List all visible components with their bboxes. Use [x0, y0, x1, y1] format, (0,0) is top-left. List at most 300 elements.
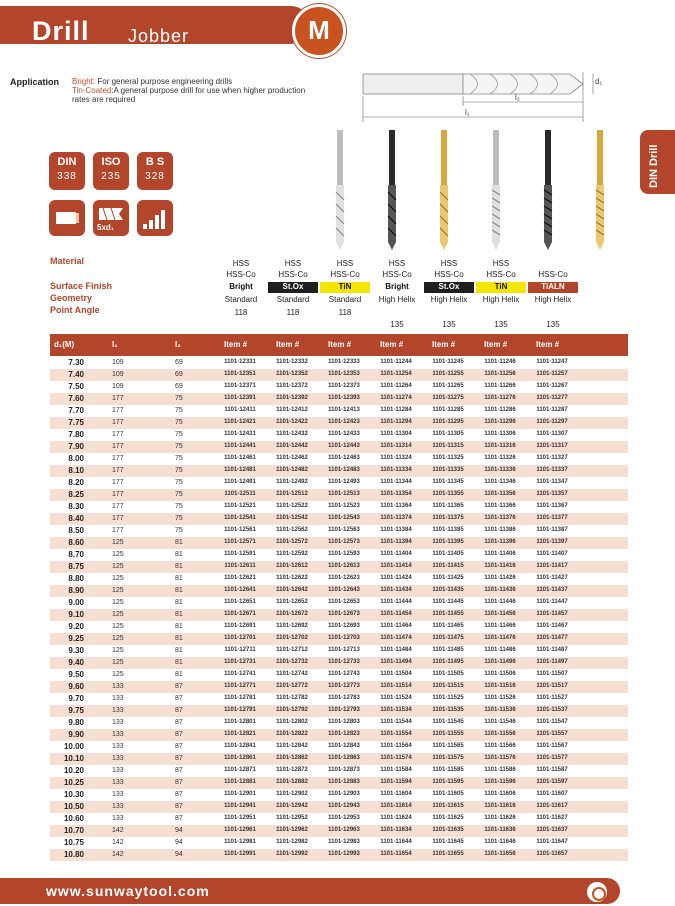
- l1-cell: 125: [112, 671, 124, 678]
- item-number-cell: 1101-11297: [536, 419, 568, 425]
- item-number-cell: 1101-11567: [536, 743, 568, 749]
- header-d1: d₁(M): [54, 340, 75, 349]
- l2-cell: 81: [175, 539, 183, 546]
- l1-cell: 177: [112, 443, 124, 450]
- item-number-cell: 1101-12843: [328, 743, 360, 749]
- item-number-cell: 1101-11424: [380, 575, 412, 581]
- item-number-cell: 1101-12842: [276, 743, 308, 749]
- side-tab[interactable]: [640, 130, 675, 194]
- item-number-cell: 1101-11655: [432, 851, 464, 857]
- l1-cell: 133: [112, 815, 124, 822]
- table-row: [50, 453, 628, 465]
- item-number-cell: 1101-11654: [380, 851, 412, 857]
- item-number-cell: 1101-12872: [276, 767, 308, 773]
- header-item: Item #: [536, 340, 560, 349]
- item-number-cell: 1101-12961: [224, 827, 256, 833]
- item-number-cell: 1101-12782: [276, 695, 308, 701]
- item-number-cell: 1101-12511: [224, 491, 256, 497]
- item-number-cell: 1101-11367: [536, 503, 568, 509]
- item-number-cell: 1101-11616: [484, 803, 516, 809]
- item-number-cell: 1101-12673: [328, 611, 360, 617]
- item-number-cell: 1101-12521: [224, 503, 256, 509]
- item-number-cell: 1101-11496: [484, 659, 516, 665]
- item-number-cell: 1101-11605: [432, 791, 464, 797]
- point-angle-value: 118: [234, 308, 248, 317]
- diameter-cell: 10.70: [63, 826, 84, 835]
- surface-finish-value: St.Ox: [424, 282, 474, 293]
- item-number-cell: 1101-11615: [432, 803, 464, 809]
- page-title: Drill: [32, 16, 90, 46]
- item-number-cell: 1101-11497: [536, 659, 568, 665]
- item-number-cell: 1101-12963: [328, 827, 360, 833]
- item-number-cell: 1101-11644: [380, 839, 412, 845]
- table-row: [50, 525, 628, 537]
- item-number-cell: 1101-11575: [432, 755, 464, 761]
- item-number-cell: 1101-12992: [276, 851, 308, 857]
- diameter-cell: 8.60: [68, 538, 84, 547]
- item-number-cell: 1101-12861: [224, 755, 256, 761]
- drill-dimension-diagram-icon: [345, 62, 615, 132]
- item-number-cell: 1101-12863: [328, 755, 360, 761]
- item-number-cell: 1101-11375: [432, 515, 464, 521]
- item-number-cell: 1101-11594: [380, 779, 412, 785]
- item-number-cell: 1101-11544: [380, 719, 412, 725]
- item-number-cell: 1101-11485: [432, 647, 464, 653]
- item-number-cell: 1101-12712: [276, 647, 308, 653]
- material-value: HSS-Co: [330, 270, 360, 279]
- item-number-cell: 1101-12692: [276, 623, 308, 629]
- diameter-cell: 10.00: [63, 742, 84, 751]
- item-number-cell: 1101-12743: [328, 671, 360, 677]
- item-number-cell: 1101-11364: [380, 503, 412, 509]
- drill-image-1-icon: [334, 130, 346, 250]
- item-number-cell: 1101-11506: [484, 671, 516, 677]
- item-number-cell: 1101-12733: [328, 659, 360, 665]
- item-number-cell: 1101-11355: [432, 491, 464, 497]
- drill-shank: [545, 130, 551, 185]
- diameter-cell: 9.20: [68, 622, 84, 631]
- item-number-cell: 1101-11446: [484, 599, 516, 605]
- item-number-cell: 1101-12423: [328, 419, 360, 425]
- item-number-cell: 1101-12623: [328, 575, 360, 581]
- l2-cell: 75: [175, 527, 183, 534]
- diameter-cell: 7.70: [68, 406, 84, 415]
- drill-depth-label: 5xd₁: [97, 223, 115, 232]
- diameter-cell: 9.25: [68, 634, 84, 643]
- item-number-cell: 1101-12651: [224, 599, 256, 605]
- l2-cell: 81: [175, 551, 183, 558]
- item-number-cell: 1101-11404: [380, 551, 412, 557]
- l2-cell: 75: [175, 407, 183, 414]
- item-number-cell: 1101-11545: [432, 719, 464, 725]
- table-row: [50, 765, 628, 777]
- item-number-cell: 1101-12561: [224, 527, 256, 533]
- item-number-cell: 1101-11574: [380, 755, 412, 761]
- point-angle-value: 135: [390, 320, 404, 329]
- side-tab-label: DIN Drill: [648, 144, 660, 188]
- item-number-cell: 1101-12391: [224, 395, 256, 401]
- surface-finish-value: St.Ox: [268, 282, 318, 293]
- standard-name: B S: [145, 156, 165, 168]
- application-text: [72, 77, 312, 104]
- diameter-cell: 10.25: [63, 778, 84, 787]
- table-row: [50, 753, 628, 765]
- item-number-cell: 1101-11274: [380, 395, 412, 401]
- item-number-cell: 1101-11254: [380, 371, 412, 377]
- diameter-cell: 8.30: [68, 502, 84, 511]
- header-item: Item #: [432, 340, 456, 349]
- item-number-cell: 1101-12942: [276, 803, 308, 809]
- l2-cell: 75: [175, 455, 183, 462]
- item-number-cell: 1101-12643: [328, 587, 360, 593]
- item-number-cell: 1101-11394: [380, 539, 412, 545]
- item-number-cell: 1101-12881: [224, 779, 256, 785]
- item-number-cell: 1101-12371: [224, 383, 256, 389]
- header-item: Item #: [276, 340, 300, 349]
- item-number-cell: 1101-11555: [432, 731, 464, 737]
- l1-cell: 133: [112, 791, 124, 798]
- geometry-label: Geometry: [50, 293, 93, 303]
- diameter-cell: 10.60: [63, 814, 84, 823]
- diameter-cell: 7.60: [68, 394, 84, 403]
- application-bright-key: Bright: [72, 77, 93, 86]
- l2-cell: 94: [175, 839, 183, 846]
- l2-cell: 81: [175, 623, 183, 630]
- l2-cell: 81: [175, 563, 183, 570]
- table-row: [50, 645, 628, 657]
- material-label: Material: [50, 256, 85, 266]
- item-number-cell: 1101-11587: [536, 767, 568, 773]
- drill-shank: [389, 130, 395, 185]
- item-number-cell: 1101-12483: [328, 467, 360, 473]
- item-number-cell: 1101-11597: [536, 779, 568, 785]
- l2-cell: 75: [175, 479, 183, 486]
- l1-cell: 125: [112, 539, 124, 546]
- item-number-cell: 1101-12941: [224, 803, 256, 809]
- footer-bar: [0, 878, 620, 904]
- performance-level-icon: [137, 200, 173, 236]
- item-number-cell: 1101-12771: [224, 683, 256, 689]
- item-number-cell: 1101-11444: [380, 599, 412, 605]
- item-number-cell: 1101-12372: [276, 383, 308, 389]
- table-row: [50, 501, 628, 513]
- table-row: [50, 597, 628, 609]
- item-number-cell: 1101-12482: [276, 467, 308, 473]
- category-badge: [292, 4, 346, 58]
- item-number-cell: 1101-11547: [536, 719, 568, 725]
- diameter-cell: 10.75: [63, 838, 84, 847]
- page-subtitle: Jobber: [128, 26, 190, 46]
- item-number-cell: 1101-11495: [432, 659, 464, 665]
- l2-cell: 75: [175, 467, 183, 474]
- table-row: [50, 777, 628, 789]
- item-number-cell: 1101-12592: [276, 551, 308, 557]
- application-bright-text: : For general purpose engineering drills: [92, 77, 233, 86]
- item-number-cell: 1101-12981: [224, 839, 256, 845]
- table-row: [50, 429, 628, 441]
- header-l2: l₂: [175, 340, 181, 349]
- point-angle-value: 135: [442, 320, 456, 329]
- table-row: [50, 357, 628, 369]
- item-number-cell: 1101-12562: [276, 527, 308, 533]
- item-number-cell: 1101-11427: [536, 575, 568, 581]
- item-number-cell: 1101-11387: [536, 527, 568, 533]
- item-number-cell: 1101-12542: [276, 515, 308, 521]
- item-number-cell: 1101-11445: [432, 599, 464, 605]
- item-number-cell: 1101-11377: [536, 515, 568, 521]
- diameter-cell: 8.50: [68, 526, 84, 535]
- item-number-cell: 1101-12873: [328, 767, 360, 773]
- diameter-cell: 9.10: [68, 610, 84, 619]
- item-number-cell: 1101-12353: [328, 371, 360, 377]
- item-number-cell: 1101-11476: [484, 635, 516, 641]
- l2-cell: 81: [175, 599, 183, 606]
- item-number-cell: 1101-11334: [380, 467, 412, 473]
- l2-cell: 81: [175, 671, 183, 678]
- item-number-cell: 1101-12823: [328, 731, 360, 737]
- material-value: HSS-Co: [226, 270, 256, 279]
- table-row: [50, 681, 628, 693]
- standard-name: ISO: [101, 156, 121, 168]
- l1-cell: 133: [112, 707, 124, 714]
- item-number-cell: 1101-11276: [484, 395, 516, 401]
- item-number-cell: 1101-12422: [276, 419, 308, 425]
- l2-cell: 75: [175, 419, 183, 426]
- l1-cell: 125: [112, 587, 124, 594]
- page-header: [0, 0, 675, 48]
- l2-cell: 87: [175, 755, 183, 762]
- l1-cell: 177: [112, 419, 124, 426]
- table-row: [50, 657, 628, 669]
- l1-cell: 125: [112, 623, 124, 630]
- item-number-cell: 1101-11335: [432, 467, 464, 473]
- item-number-cell: 1101-12702: [276, 635, 308, 641]
- table-row: [50, 585, 628, 597]
- application-tin-text: :A general purpose drill for use when higher production rates are required: [72, 86, 306, 104]
- item-number-cell: 1101-11245: [432, 359, 464, 365]
- drill-depth-icon: [93, 200, 129, 236]
- table-row: [50, 813, 628, 825]
- footer-url[interactable]: www.sunwaytool.com: [46, 883, 210, 899]
- drill-shank: [597, 130, 603, 185]
- diameter-cell: 10.10: [63, 754, 84, 763]
- material-value: HSS: [336, 259, 354, 268]
- diameter-cell: 8.25: [68, 490, 84, 499]
- diameter-cell: 8.70: [68, 550, 84, 559]
- table-row: [50, 669, 628, 681]
- material-value: HSS-Co: [486, 270, 516, 279]
- item-number-cell: 1101-12513: [328, 491, 360, 497]
- item-number-cell: 1101-11537: [536, 707, 568, 713]
- item-number-cell: 1101-11294: [380, 419, 412, 425]
- item-number-cell: 1101-12742: [276, 671, 308, 677]
- header-bar: [0, 6, 310, 44]
- item-number-cell: 1101-12613: [328, 563, 360, 569]
- table-row: [50, 477, 628, 489]
- item-number-cell: 1101-11607: [536, 791, 568, 797]
- item-number-cell: 1101-12432: [276, 431, 308, 437]
- diameter-cell: 10.20: [63, 766, 84, 775]
- item-number-cell: 1101-12412: [276, 407, 308, 413]
- item-number-cell: 1101-12462: [276, 455, 308, 461]
- item-number-cell: 1101-11344: [380, 479, 412, 485]
- item-number-cell: 1101-12443: [328, 443, 360, 449]
- drill-image-4-icon: [490, 130, 502, 250]
- item-number-cell: 1101-11304: [380, 431, 412, 437]
- header-item: Item #: [484, 340, 508, 349]
- table-row: [50, 825, 628, 837]
- diameter-cell: 7.40: [68, 370, 84, 379]
- item-number-cell: 1101-11354: [380, 491, 412, 497]
- l2-cell: 87: [175, 707, 183, 714]
- item-number-cell: 1101-11314: [380, 443, 412, 449]
- table-row: [50, 741, 628, 753]
- item-number-cell: 1101-12991: [224, 851, 256, 857]
- diameter-cell: 7.75: [68, 418, 84, 427]
- item-number-cell: 1101-11295: [432, 419, 464, 425]
- item-number-cell: 1101-12491: [224, 479, 256, 485]
- item-number-cell: 1101-11556: [484, 731, 516, 737]
- diameter-cell: 7.80: [68, 430, 84, 439]
- standard-number: 328: [145, 171, 165, 182]
- l2-cell: 87: [175, 719, 183, 726]
- drill-shank: [337, 130, 343, 185]
- item-number-cell: 1101-11474: [380, 635, 412, 641]
- item-number-cell: 1101-12693: [328, 623, 360, 629]
- l1-cell: 133: [112, 683, 124, 690]
- item-number-cell: 1101-11277: [536, 395, 568, 401]
- item-number-cell: 1101-11437: [536, 587, 568, 593]
- diameter-cell: 10.50: [63, 802, 84, 811]
- item-number-cell: 1101-11515: [432, 683, 464, 689]
- table-row: [50, 609, 628, 621]
- item-number-cell: 1101-11526: [484, 695, 516, 701]
- item-number-cell: 1101-11535: [432, 707, 464, 713]
- l1-cell: 177: [112, 527, 124, 534]
- item-number-cell: 1101-11507: [536, 671, 568, 677]
- l1-cell: 177: [112, 515, 124, 522]
- item-number-cell: 1101-11414: [380, 563, 412, 569]
- l2-cell: 81: [175, 575, 183, 582]
- diameter-cell: 8.00: [68, 454, 84, 463]
- table-row: [50, 381, 628, 393]
- item-number-cell: 1101-12953: [328, 815, 360, 821]
- item-number-cell: 1101-11536: [484, 707, 516, 713]
- diameter-cell: 10.80: [63, 850, 84, 859]
- l2-cell: 81: [175, 647, 183, 654]
- item-number-cell: 1101-11315: [432, 443, 464, 449]
- item-number-cell: 1101-12352: [276, 371, 308, 377]
- item-number-cell: 1101-11554: [380, 731, 412, 737]
- diameter-cell: 8.80: [68, 574, 84, 583]
- standard-badge-iso: [93, 152, 129, 190]
- l2-cell: 81: [175, 611, 183, 618]
- table-row: [50, 441, 628, 453]
- item-number-cell: 1101-11436: [484, 587, 516, 593]
- item-number-cell: 1101-12781: [224, 695, 256, 701]
- table-row: [50, 561, 628, 573]
- diameter-cell: 9.40: [68, 658, 84, 667]
- diameter-cell: 10.30: [63, 790, 84, 799]
- l2-cell: 94: [175, 827, 183, 834]
- diameter-cell: 8.10: [68, 466, 84, 475]
- item-number-cell: 1101-11275: [432, 395, 464, 401]
- l1-cell: 109: [112, 371, 124, 378]
- l1-cell: 142: [112, 851, 124, 858]
- l1-cell: 125: [112, 647, 124, 654]
- item-number-cell: 1101-12652: [276, 599, 308, 605]
- item-number-cell: 1101-11326: [484, 455, 516, 461]
- item-number-cell: 1101-12411: [224, 407, 256, 413]
- item-number-cell: 1101-11284: [380, 407, 412, 413]
- item-number-cell: 1101-12792: [276, 707, 308, 713]
- material-value: HSS-Co: [278, 270, 308, 279]
- item-number-cell: 1101-12773: [328, 683, 360, 689]
- table-header: [50, 334, 628, 356]
- item-number-cell: 1101-11505: [432, 671, 464, 677]
- item-number-cell: 1101-12512: [276, 491, 308, 497]
- item-number-cell: 1101-11486: [484, 647, 516, 653]
- l1-cell: 177: [112, 431, 124, 438]
- l1-cell: 177: [112, 491, 124, 498]
- item-number-cell: 1101-12621: [224, 575, 256, 581]
- item-number-cell: 1101-11346: [484, 479, 516, 485]
- item-number-cell: 1101-12802: [276, 719, 308, 725]
- item-number-cell: 1101-12522: [276, 503, 308, 509]
- item-number-cell: 1101-12801: [224, 719, 256, 725]
- point-angle-value: 118: [338, 308, 352, 317]
- item-number-cell: 1101-12331: [224, 359, 256, 365]
- drill-shank: [493, 130, 499, 185]
- item-number-cell: 1101-11477: [536, 635, 568, 641]
- l2-cell: 87: [175, 803, 183, 810]
- diameter-cell: 8.90: [68, 586, 84, 595]
- l2-cell: 75: [175, 443, 183, 450]
- item-number-cell: 1101-11287: [536, 407, 568, 413]
- diameter-cell: 9.70: [68, 694, 84, 703]
- standard-badge-din: [49, 152, 85, 190]
- table-row: [50, 621, 628, 633]
- diameter-cell: 7.90: [68, 442, 84, 451]
- brand-logo-icon: [585, 880, 609, 904]
- item-number-cell: 1101-12442: [276, 443, 308, 449]
- diameter-cell: 9.00: [68, 598, 84, 607]
- item-number-cell: 1101-11386: [484, 527, 516, 533]
- item-number-cell: 1101-11657: [536, 851, 568, 857]
- header-item: Item #: [380, 340, 404, 349]
- item-number-cell: 1101-11256: [484, 371, 516, 377]
- item-number-cell: 1101-12982: [276, 839, 308, 845]
- item-number-cell: 1101-12333: [328, 359, 360, 365]
- table-row: [50, 417, 628, 429]
- item-number-cell: 1101-12612: [276, 563, 308, 569]
- table-row: [50, 513, 628, 525]
- material-value: HSS: [492, 259, 510, 268]
- item-number-cell: 1101-11434: [380, 587, 412, 593]
- item-number-cell: 1101-11586: [484, 767, 516, 773]
- item-number-cell: 1101-11376: [484, 515, 516, 521]
- item-number-cell: 1101-11566: [484, 743, 516, 749]
- item-number-cell: 1101-12373: [328, 383, 360, 389]
- table-row: [50, 849, 628, 861]
- item-number-cell: 1101-12332: [276, 359, 308, 365]
- item-number-cell: 1101-11624: [380, 815, 412, 821]
- item-number-cell: 1101-11285: [432, 407, 464, 413]
- item-number-cell: 1101-11356: [484, 491, 516, 497]
- item-number-cell: 1101-12611: [224, 563, 256, 569]
- l1-cell: 177: [112, 395, 124, 402]
- drill-shank: [441, 130, 447, 185]
